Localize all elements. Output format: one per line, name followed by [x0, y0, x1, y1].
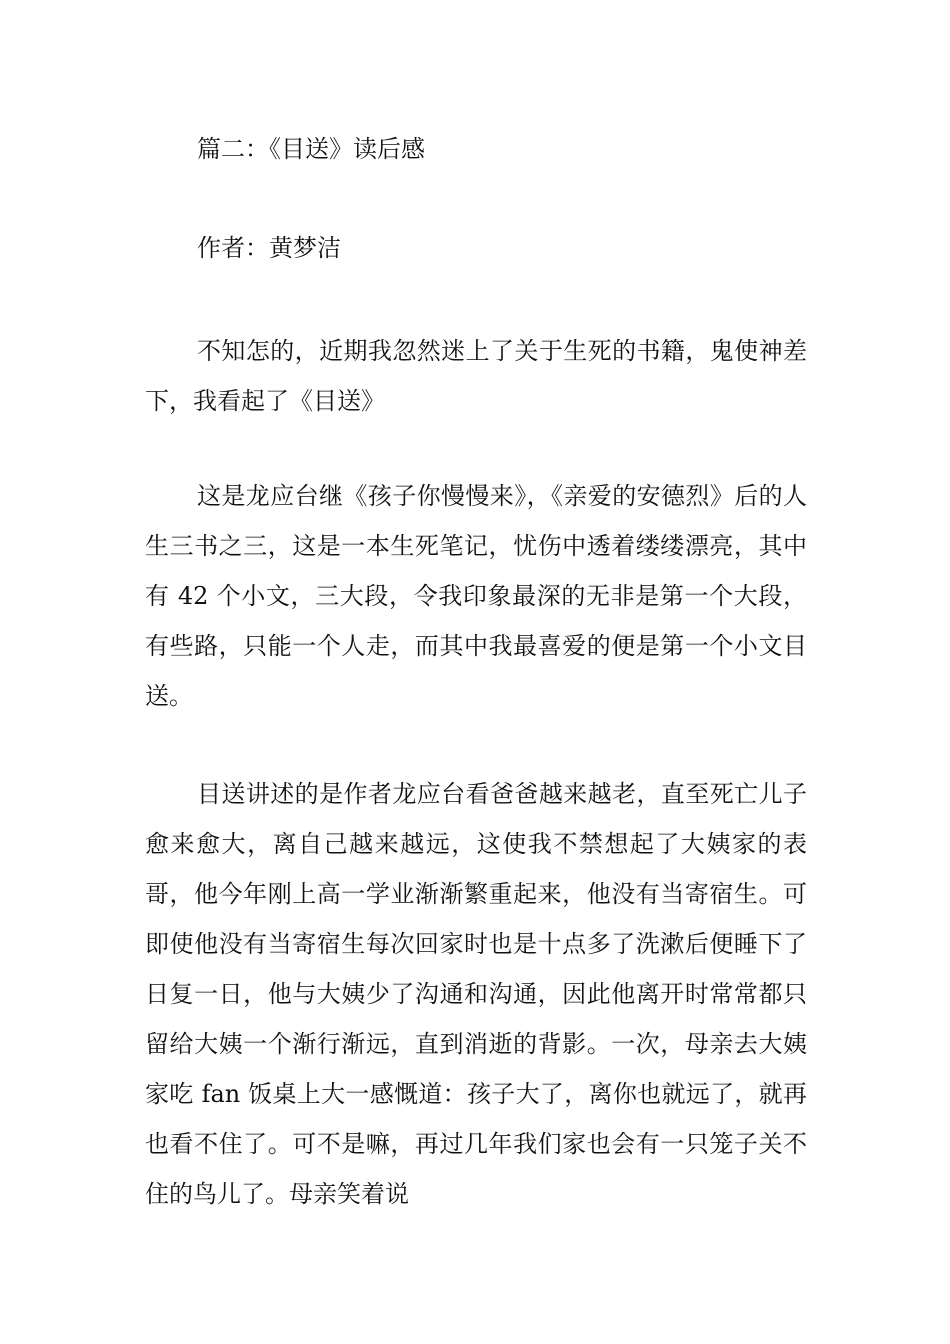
document-title: 篇二：《目送》读后感	[197, 135, 425, 163]
paragraph-2: 这是龙应台继《孩子你慢慢来》，《亲爱的安德烈》后的人生三书之三，这是一本生死笔记，忧伤中透着缕缕漂亮，其中有 42 个小文，三大段，令我印象最深的无非是第一个大段，有些路，只能一个人走，而其中我最喜爱的便是第一个小文目送。	[145, 482, 807, 710]
paragraph-3: 目送讲述的是作者龙应台看爸爸越来越老，直至死亡儿子愈来愈大，离自己越来越远，这使我不禁想起了大姨家的表哥，他今年刚上高一学业渐渐繁重起来，他没有当寄宿生。可即使他没有当寄宿生每次回家时也是十点多了洗漱后便睡下了日复一日，他与大姨少了沟通和沟通，因此他离开时常常都只留给大姨一个渐行渐远，直到消逝的背影。一次，母亲去大姨家吃 fan 饭桌上大一感慨道：孩子大了，离你也就远了，就再也看不住了。可不是嘛，再过几年我们家也会有一只笼子关不住的鸟儿了。母亲笑着说	[145, 780, 807, 1208]
paragraph-1: 不知怎的，近期我忽然迷上了关于生死的书籍，鬼使神差下，我看起了《目送》	[145, 337, 807, 415]
document-author: 作者：黄梦洁	[197, 234, 341, 262]
